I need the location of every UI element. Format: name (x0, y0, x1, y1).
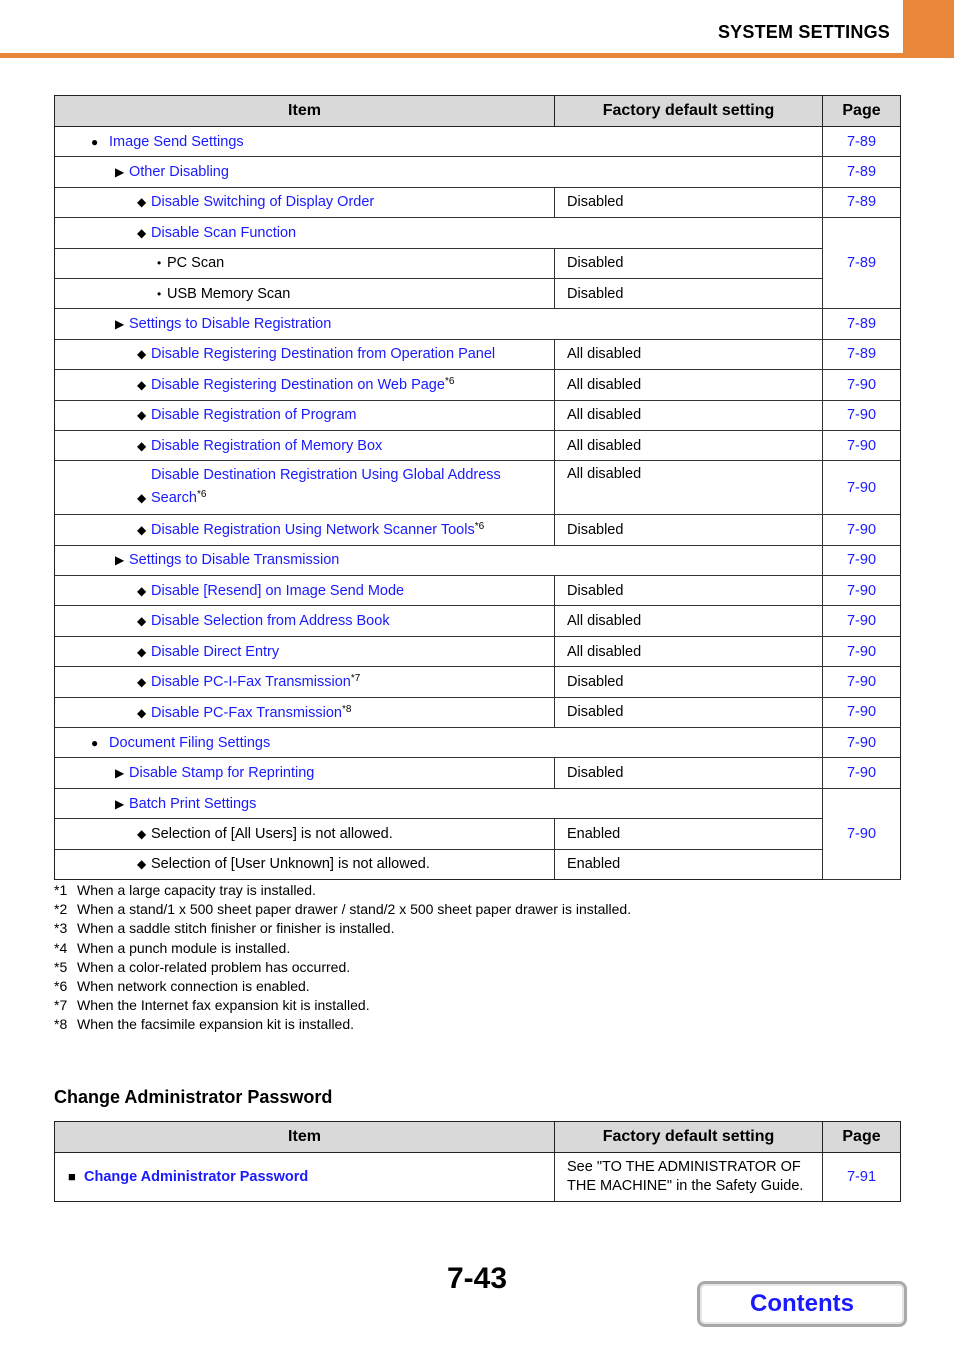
page-link[interactable]: 7-90 (823, 697, 901, 727)
square-bullet-icon: ■ (68, 1169, 76, 1184)
footnote: *4 When a punch module is installed. (54, 939, 291, 956)
bullet-dot-icon: • (157, 256, 162, 271)
column-header-default: Factory default setting (555, 1122, 823, 1153)
item-cell[interactable] (55, 339, 555, 369)
item-link[interactable]: Disable Registering Destination from Operation Panel (151, 346, 496, 363)
page-link[interactable]: 7-90 (823, 545, 901, 575)
column-header-page: Page (823, 96, 901, 127)
default-value: All disabled (555, 370, 823, 400)
footnote: *6 When network connection is enabled. (54, 978, 310, 995)
page-link[interactable]: 7-90 (823, 636, 901, 666)
table-row (55, 1153, 901, 1202)
diamond-icon: ◆ (137, 583, 147, 598)
triangle-right-icon: ▶ (115, 796, 125, 811)
item-cell[interactable] (55, 697, 555, 727)
bullet-circle-icon: ● (91, 134, 99, 149)
default-value: All disabled (555, 636, 823, 666)
header-divider (0, 53, 954, 58)
item-cell[interactable] (55, 187, 555, 217)
section-title: Change Administrator Password (54, 1087, 333, 1107)
table-row (55, 697, 901, 727)
page-link[interactable]: 7-90 (823, 606, 901, 636)
page-link[interactable]: 7-91 (823, 1153, 901, 1202)
table-row (55, 819, 901, 849)
page-link[interactable]: 7-89 (823, 127, 901, 157)
table-row (55, 157, 901, 187)
table-row (55, 576, 901, 606)
diamond-icon: ◆ (137, 826, 147, 841)
page-link[interactable]: 7-89 (823, 157, 901, 187)
diamond-icon: ◆ (137, 491, 147, 506)
default-value: Disabled (555, 667, 823, 697)
item-cell[interactable] (55, 545, 823, 575)
item-link[interactable]: Disable Stamp for Reprinting (129, 765, 315, 782)
default-value: Disabled (555, 758, 823, 788)
diamond-icon: ◆ (137, 857, 147, 872)
footnote: *1 When a large capacity tray is installed. (54, 882, 316, 898)
table-row (55, 218, 901, 248)
diamond-icon: ◆ (137, 675, 147, 690)
item-link[interactable]: Disable PC-I-Fax Transmission (151, 674, 351, 691)
default-value: All disabled (555, 430, 823, 460)
default-value: All disabled (555, 606, 823, 636)
triangle-right-icon: ▶ (115, 317, 125, 332)
item-cell[interactable] (55, 515, 555, 545)
item-link[interactable]: Batch Print Settings (129, 795, 257, 812)
footnote-ref: *6 (196, 489, 207, 501)
page-link[interactable]: 7-90 (823, 758, 901, 788)
table-row (55, 758, 901, 788)
column-header-item: Item (55, 96, 555, 127)
header-tab (903, 0, 954, 55)
item-link[interactable]: Change Administrator Password (84, 1169, 309, 1185)
item-cell[interactable] (55, 430, 555, 460)
item-link[interactable]: Disable Selection from Address Book (151, 613, 390, 630)
default-value: Enabled (555, 819, 823, 849)
footnote-ref: *6 (444, 376, 455, 388)
diamond-icon: ◆ (137, 614, 147, 629)
table-row (55, 309, 901, 339)
diamond-icon: ◆ (137, 378, 147, 393)
item-link[interactable]: Settings to Disable Registration (129, 316, 332, 333)
table-row (55, 339, 901, 369)
table-row (55, 127, 901, 157)
footnote: *5 When a color-related problem has occurred. (54, 958, 351, 975)
item-label: PC Scan (167, 255, 225, 272)
column-header-default: Factory default setting (555, 96, 823, 127)
footnote: *2 When a stand/1 x 500 sheet paper drawer / stand/2 x 500 sheet paper drawer is installed. (54, 901, 632, 918)
item-cell[interactable] (55, 1153, 555, 1202)
item-link[interactable]: Settings to Disable Transmission (129, 552, 340, 569)
triangle-right-icon: ▶ (115, 165, 125, 180)
table-row (55, 636, 901, 666)
default-value: See "TO THE ADMINISTRATOR OF THE MACHINE" in the Safety Guide. (555, 1153, 823, 1202)
item-cell[interactable] (55, 758, 555, 788)
default-value: Enabled (555, 849, 823, 879)
item-cell[interactable] (55, 157, 823, 187)
admin-password-table (54, 1121, 901, 1202)
item-link[interactable]: Disable Registration of Program (151, 407, 357, 424)
diamond-icon: ◆ (137, 347, 147, 362)
settings-table (54, 95, 901, 880)
table-row (55, 667, 901, 697)
table-row (55, 430, 901, 460)
triangle-right-icon: ▶ (115, 553, 125, 568)
footnote: *3 When a saddle stitch finisher or finisher is installed. (54, 920, 395, 937)
table-row (55, 728, 901, 758)
item-label: Selection of [User Unknown] is not allowed. (151, 856, 430, 873)
item-cell[interactable] (55, 788, 823, 818)
bullet-dot-icon: • (157, 286, 162, 301)
item-cell (55, 278, 555, 308)
item-cell[interactable] (55, 218, 823, 248)
table-row (55, 849, 901, 879)
column-header-item: Item (55, 1122, 555, 1153)
item-cell[interactable] (55, 461, 555, 515)
item-link[interactable]: Disable Registration Using Network Scanner Tools (151, 522, 475, 539)
table-row (55, 606, 901, 636)
diamond-icon: ◆ (137, 225, 147, 240)
item-link[interactable]: Disable Registration of Memory Box (151, 437, 383, 454)
item-link[interactable]: Other Disabling (129, 164, 229, 181)
page-link[interactable]: 7-90 (823, 430, 901, 460)
footnote-ref: *8 (341, 703, 352, 715)
table-row (55, 545, 901, 575)
item-cell (55, 819, 555, 849)
diamond-icon: ◆ (137, 705, 147, 720)
default-value: Disabled (555, 187, 823, 217)
page-link[interactable]: 7-90 (823, 461, 901, 515)
item-link[interactable]: Disable Scan Function (151, 224, 297, 241)
diamond-icon: ◆ (137, 644, 147, 659)
default-value: All disabled (555, 461, 823, 515)
item-link[interactable]: Image Send Settings (109, 133, 244, 150)
page-link[interactable]: 7-89 (823, 187, 901, 217)
item-label: Selection of [All Users] is not allowed. (151, 825, 393, 842)
table-row (55, 187, 901, 217)
item-link[interactable]: Disable Destination Registration Using Global Address Search (151, 467, 501, 507)
page-link[interactable]: 7-90 (823, 667, 901, 697)
item-link[interactable]: Disable Registering Destination on Web Page (151, 377, 445, 394)
bullet-circle-icon: ● (91, 735, 99, 750)
table-row (55, 400, 901, 430)
item-label: USB Memory Scan (167, 285, 291, 302)
item-cell (55, 849, 555, 879)
section-header-title: SYSTEM SETTINGS (717, 22, 890, 42)
default-value: Disabled (555, 697, 823, 727)
page-number: 7-43 (446, 1262, 508, 1295)
page-link[interactable]: 7-90 (823, 788, 901, 879)
column-header-page: Page (823, 1122, 901, 1153)
table-row (55, 515, 901, 545)
item-cell[interactable] (55, 309, 823, 339)
contents-button[interactable]: Contents (697, 1281, 907, 1327)
item-cell[interactable] (55, 728, 823, 758)
item-cell (55, 248, 555, 278)
table-row (55, 788, 901, 818)
page-link[interactable]: 7-89 (823, 339, 901, 369)
footnote: *8 When the facsimile expansion kit is installed. (54, 1016, 355, 1033)
item-link[interactable]: Disable Direct Entry (151, 643, 280, 660)
footnote: *7 When the Internet fax expansion kit is installed. (54, 997, 370, 1014)
page-link[interactable]: 7-90 (823, 400, 901, 430)
default-value: Disabled (555, 248, 823, 278)
item-cell[interactable] (55, 127, 823, 157)
page-link[interactable]: 7-89 (823, 309, 901, 339)
item-cell[interactable] (55, 370, 555, 400)
page-link[interactable]: 7-90 (823, 515, 901, 545)
table-row (55, 461, 901, 515)
item-cell[interactable] (55, 576, 555, 606)
table-row (55, 370, 901, 400)
item-link[interactable]: Document Filing Settings (109, 734, 271, 751)
diamond-icon: ◆ (137, 195, 147, 210)
item-cell[interactable] (55, 667, 555, 697)
table-row (55, 278, 901, 308)
item-cell[interactable] (55, 606, 555, 636)
default-value: Disabled (555, 576, 823, 606)
triangle-right-icon: ▶ (115, 766, 125, 781)
footnotes (54, 881, 631, 1035)
item-link[interactable]: Disable PC-Fax Transmission (151, 704, 342, 721)
page-link[interactable]: 7-90 (823, 576, 901, 606)
item-cell[interactable] (55, 400, 555, 430)
footnote-ref: *6 (474, 521, 485, 533)
table-row (55, 248, 901, 278)
diamond-icon: ◆ (137, 523, 147, 538)
item-link[interactable]: Disable Switching of Display Order (151, 194, 375, 211)
default-value: All disabled (555, 339, 823, 369)
page-link[interactable]: 7-90 (823, 370, 901, 400)
page-link[interactable]: 7-89 (823, 218, 901, 309)
default-value: Disabled (555, 515, 823, 545)
diamond-icon: ◆ (137, 438, 147, 453)
footnote-ref: *7 (350, 673, 361, 685)
item-link[interactable]: Disable [Resend] on Image Send Mode (151, 582, 405, 599)
default-value: All disabled (555, 400, 823, 430)
diamond-icon: ◆ (137, 408, 147, 423)
item-cell[interactable] (55, 636, 555, 666)
page-link[interactable]: 7-90 (823, 728, 901, 758)
default-value: Disabled (555, 278, 823, 308)
